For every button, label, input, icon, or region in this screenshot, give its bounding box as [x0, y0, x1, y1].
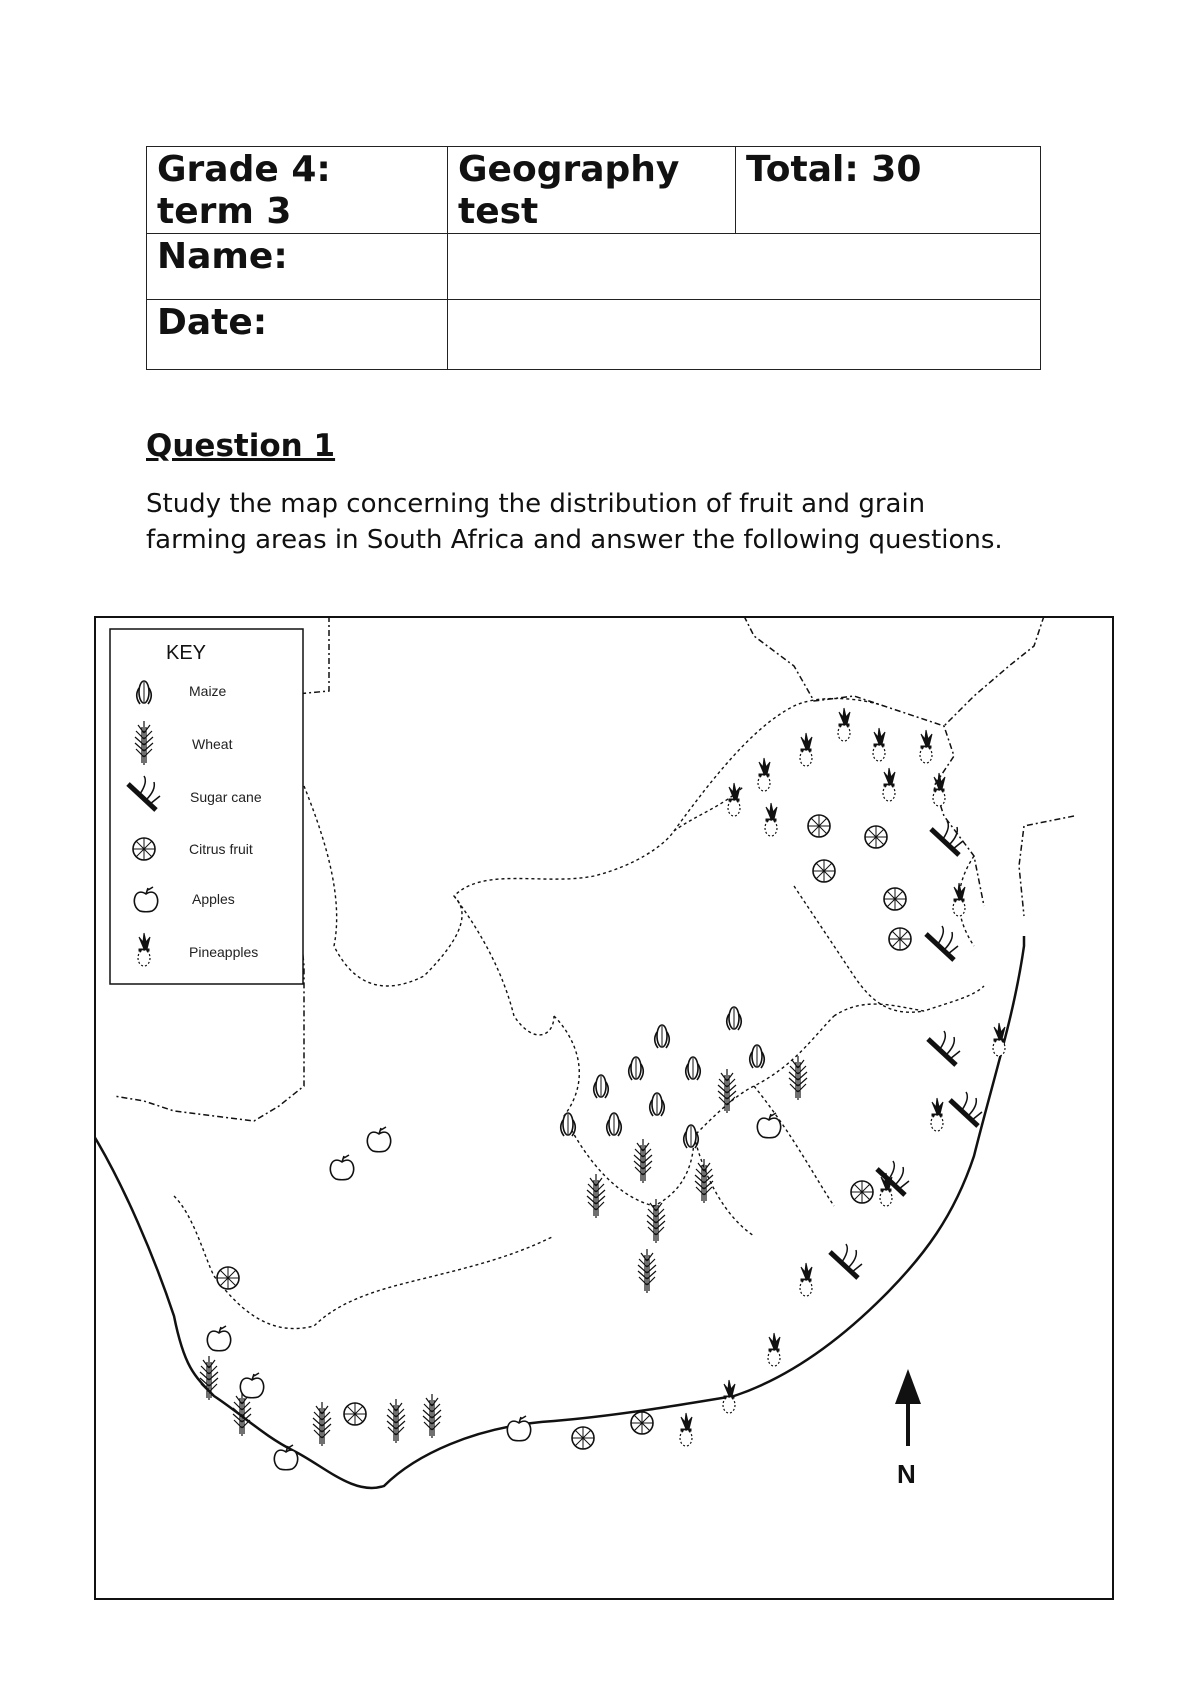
- citrus-fruit-icon: [572, 1427, 594, 1449]
- question-text: Study the map concerning the distribution of fruit and grain farming areas in South Africa and answer the following questions.: [146, 489, 1003, 555]
- legend-label-apples: Apples: [192, 891, 235, 907]
- citrus-fruit-icon: [133, 838, 155, 860]
- citrus-fruit-icon: [344, 1403, 366, 1425]
- citrus-fruit-icon: [217, 1267, 239, 1289]
- citrus-fruit-icon: [813, 860, 835, 882]
- legend-label-maize: Maize: [189, 683, 227, 699]
- subject-cell: Geography test: [448, 147, 736, 234]
- citrus-fruit-icon: [884, 888, 906, 910]
- name-label: Name:: [147, 234, 448, 300]
- total-cell: Total: 30: [736, 147, 1041, 234]
- north-label: N: [897, 1459, 916, 1489]
- header-table: [146, 146, 1041, 370]
- legend-label-pineapples: Pineapples: [189, 944, 259, 960]
- citrus-fruit-icon: [808, 815, 830, 837]
- citrus-fruit-icon: [865, 826, 887, 848]
- date-label: Date:: [147, 300, 448, 370]
- grade-cell: Grade 4: term 3: [147, 147, 448, 234]
- map-legend: [110, 629, 303, 984]
- legend-label-sugar-cane: Sugar cane: [190, 789, 262, 805]
- date-field[interactable]: [448, 300, 1041, 370]
- question-title: Question 1: [146, 428, 336, 464]
- farming-map: [94, 616, 1114, 1600]
- name-field[interactable]: [448, 234, 1041, 300]
- legend-label-citrus: Citrus fruit: [189, 841, 253, 857]
- citrus-fruit-icon: [889, 928, 911, 950]
- legend-title: KEY: [166, 642, 207, 664]
- citrus-fruit-icon: [851, 1181, 873, 1203]
- legend-label-wheat: Wheat: [192, 736, 233, 752]
- citrus-fruit-icon: [631, 1412, 653, 1434]
